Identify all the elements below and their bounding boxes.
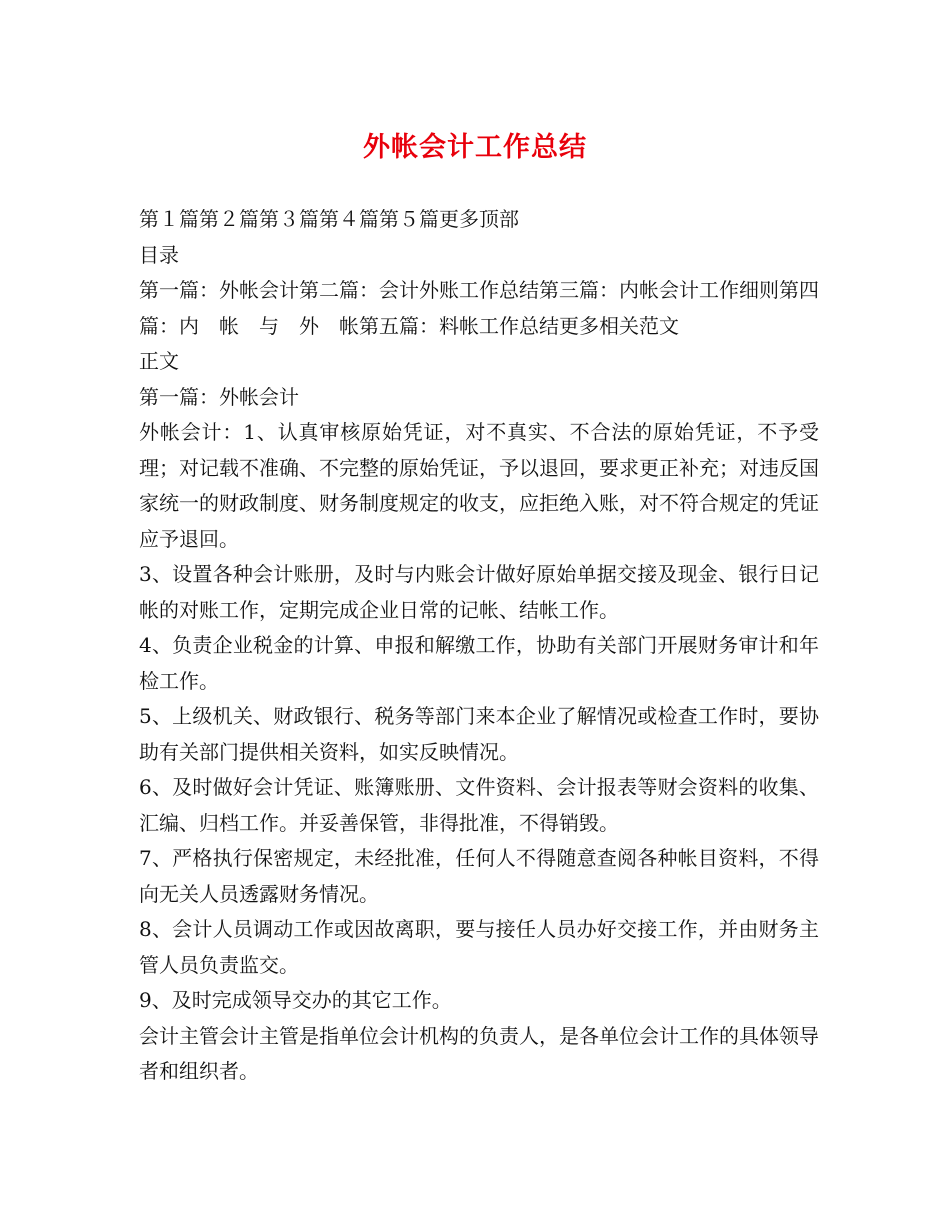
toc-heading: 目录 (139, 242, 179, 267)
body-heading: 正文 (139, 349, 179, 373)
document-body (139, 202, 819, 1090)
section-heading: 第一篇：外帐会计 (139, 384, 299, 409)
paragraph: 7、严格执行保密规定，未经批准，任何人不得随意查阅各种帐目资料，不得向无关人员透露财务情况。 (139, 846, 819, 906)
paragraph: 4、负责企业税金的计算、申报和解缴工作，协助有关部门开展财务审计和年检工作。 (139, 633, 819, 693)
toc-list: 第一篇：外帐会计第二篇：会计外账工作总结第三篇：内帐会计工作细则第四篇：内 帐 与 外 帐第五篇：料帐工作总结更多相关范文 (139, 278, 819, 338)
paragraph: 8、会计人员调动工作或因故离职，要与接任人员办好交接工作，并由财务主管人员负责监交。 (139, 917, 819, 977)
paragraph: 5、上级机关、财政银行、税务等部门来本企业了解情况或检查工作时，要协助有关部门提供相关资料，如实反映情况。 (139, 704, 819, 764)
paragraph: 9、及时完成领导交办的其它工作。 (139, 988, 452, 1012)
paragraph: 会计主管会计主管是指单位会计机构的负责人，是各单位会计工作的具体领导者和组织者。 (139, 1023, 819, 1083)
document-title: 外帐会计工作总结 (363, 132, 587, 163)
paragraph: 3、设置各种会计账册，及时与内账会计做好原始单据交接及现金、银行日记帐的对账工作，定期完成企业日常的记帐、结帐工作。 (139, 562, 819, 622)
paragraph: 6、及时做好会计凭证、账簿账册、文件资料、会计报表等财会资料的收集、汇编、归档工作。并妥善保管，非得批准，不得销毁。 (139, 775, 819, 835)
paragraph: 外帐会计：1、认真审核原始凭证，对不真实、不合法的原始凭证，不予受理；对记载不准确、不完整的原始凭证，予以退回，要求更正补充；对违反国家统一的财政制度、财务制度规定的收支，应拒绝入账，对不符合规定的凭证应予退回。 (139, 420, 819, 551)
nav-links: 第１篇第２篇第３篇第４篇第５篇更多顶部 (139, 207, 519, 231)
